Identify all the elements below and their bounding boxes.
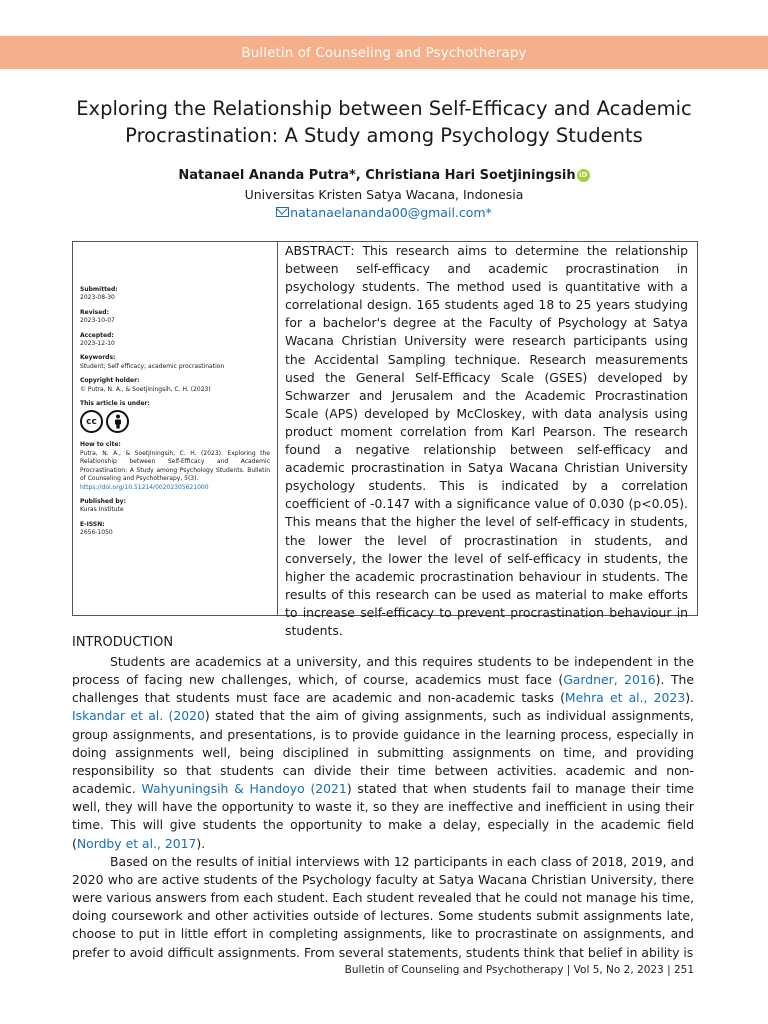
- revised-date: 2023-10-07: [80, 317, 115, 325]
- text-run: ).: [685, 690, 694, 706]
- author-list: [0, 168, 768, 183]
- paragraph-1: [72, 653, 694, 853]
- submitted-label: Submitted:: [80, 286, 118, 293]
- cite-label: How to cite:: [80, 441, 121, 449]
- journal-banner: [0, 36, 768, 69]
- published-label: Published by:: [80, 497, 126, 505]
- text-run: ).: [196, 835, 206, 851]
- citation-link[interactable]: Gardner, 2016: [563, 672, 656, 688]
- text-run: ) stated that the aim of giving assignments, such as individual assignments, group assignments, and presentations, is to provide guidance in the learning process, especially in doing assignments well, being disciplined in submitting assignments on time, and providing responsibility so that students can divide their time between activities. academic and non-academic.: [72, 708, 694, 797]
- page-footer: Bulletin of Counseling and Psychotherapy | Vol 5, No 2, 2023 | 251: [344, 964, 694, 976]
- title-line-1: Exploring the Relationship between Self-Efficacy and Academic: [76, 97, 692, 120]
- orcid-icon[interactable]: iD: [577, 169, 590, 182]
- citation-link[interactable]: Nordby et al., 2017: [76, 835, 197, 851]
- title-line-2: Procrastination: A Study among Psychology Students: [125, 124, 643, 147]
- eissn-label: E-ISSN:: [80, 520, 105, 528]
- paragraph-2: Based on the results of initial interviews with 12 participants in each class of 2018, 2019, and 2020 who are active students of the Psychology faculty at Satya Wacana Christian University, there were various answers from each student. Each student revealed that he could not manage his time, doing coursework and other activities outside of lectures. Some students submit assignments late, choose to put in little effort in completing assignments, like to procrastinate on assignments, and prefer to avoid difficult assignments. From several statements, students think that belief in ability is: [72, 853, 695, 960]
- submitted-date: 2023-08-30: [80, 294, 115, 302]
- keywords: Student; Self efficacy; academic procrastination: [80, 362, 225, 370]
- license-badges[interactable]: [80, 410, 270, 433]
- article-title: [40, 95, 728, 149]
- abstract-text: : This research aims to determine the relationship between self-efficacy and academic procrastination in psychology students. The method used is quantitative with a correlational design. 165 students aged 18 to 25 years studying for a bachelor's degree at the Faculty of Psychology at Satya Wacana Christian University were research participants using the Accidental Sampling technique. Research measurements used the General Self-Efficacy Scale (GSES) developed by Schwarzer and Jerusalem and the Academic Procrastination Scale (APS) developed by McCloskey, with data analysis using product moment correlation from Karl Pearson. The research found a negative relationship between self-efficacy and academic procrastination in Satya Wacana Christian University psychology students. This is indicated by a correlation coefficient of -0.147 with a significance value of 0.030 (p<0.05). This means that the higher the level of self-efficacy in students, the lower the level of procrastination in students, and conversely, the lower the level of self-efficacy in students, the higher the academic procrastination behaviour in students. The results of this research can be used as material to make efforts to increase self-efficacy to prevent procrastination behaviour in students.: [285, 243, 688, 638]
- copyright-holder: © Putra, N. A., & Soetjiningsih, C. H. (2023): [80, 385, 211, 393]
- author-names: Natanael Ananda Putra*, Christiana Hari Soetjiningsih: [178, 168, 576, 183]
- citation-link[interactable]: Mehra et al., 2023: [564, 690, 686, 706]
- cc-icon: cc: [80, 410, 103, 433]
- cite-text: Putra, N. A., & Soetjiningsih, C. H. (2023). Exploring the Relationship between Self-Efficacy and Academic Procrastination: A Study among Psychology Students. Bulletin of Counseling and Psychotherapy, 5(3).: [80, 449, 270, 483]
- citation-link[interactable]: Iskandar et al. (2020: [72, 708, 205, 724]
- email-line: [0, 205, 768, 220]
- mail-icon: [276, 207, 289, 217]
- abstract-label: ABSTRACT: [285, 243, 351, 258]
- accepted-date: 2023-12-10: [80, 340, 115, 348]
- person-icon: [112, 414, 124, 429]
- revised-label: Revised:: [80, 308, 109, 316]
- journal-banner-text: Bulletin of Counseling and Psychotherapy: [241, 44, 527, 61]
- introduction-body: [72, 653, 694, 962]
- accepted-label: Accepted:: [80, 331, 114, 339]
- eissn: 2656-1050: [80, 529, 113, 537]
- article-info-sidebar: [73, 242, 278, 615]
- text-run: ) stated that when students fail to manage their time well, they will have the opportunity to waste it, so they are ineffective and inefficient in using their time. This will give students the opportunity to make a delay, especially in the academic field (: [72, 781, 694, 851]
- article-info-box: [72, 241, 698, 638]
- citation-link[interactable]: Wahyuningsih & Handoyo (2021: [141, 781, 347, 797]
- doi-link[interactable]: https://doi.org/10.51214/00202305621000: [80, 483, 209, 491]
- abstract: [278, 242, 697, 638]
- copyright-label: Copyright holder:: [80, 377, 140, 385]
- by-icon: [106, 410, 129, 433]
- affiliation: Universitas Kristen Satya Wacana, Indonesia: [244, 187, 524, 202]
- license-label: This article is under:: [80, 400, 150, 408]
- keywords-label: Keywords:: [80, 354, 116, 362]
- text-run: ). The challenges that students must face are academic and non-academic tasks (: [72, 672, 694, 706]
- publisher: Kuras Institute: [80, 506, 124, 514]
- text-run: Students are academics at a university, and this requires students to be independent in the process of facing new challenges, which, of course, academics must face (: [72, 654, 694, 688]
- section-heading-introduction: INTRODUCTION: [72, 635, 174, 650]
- email-link[interactable]: natanaelananda00@gmail.com*: [290, 205, 492, 220]
